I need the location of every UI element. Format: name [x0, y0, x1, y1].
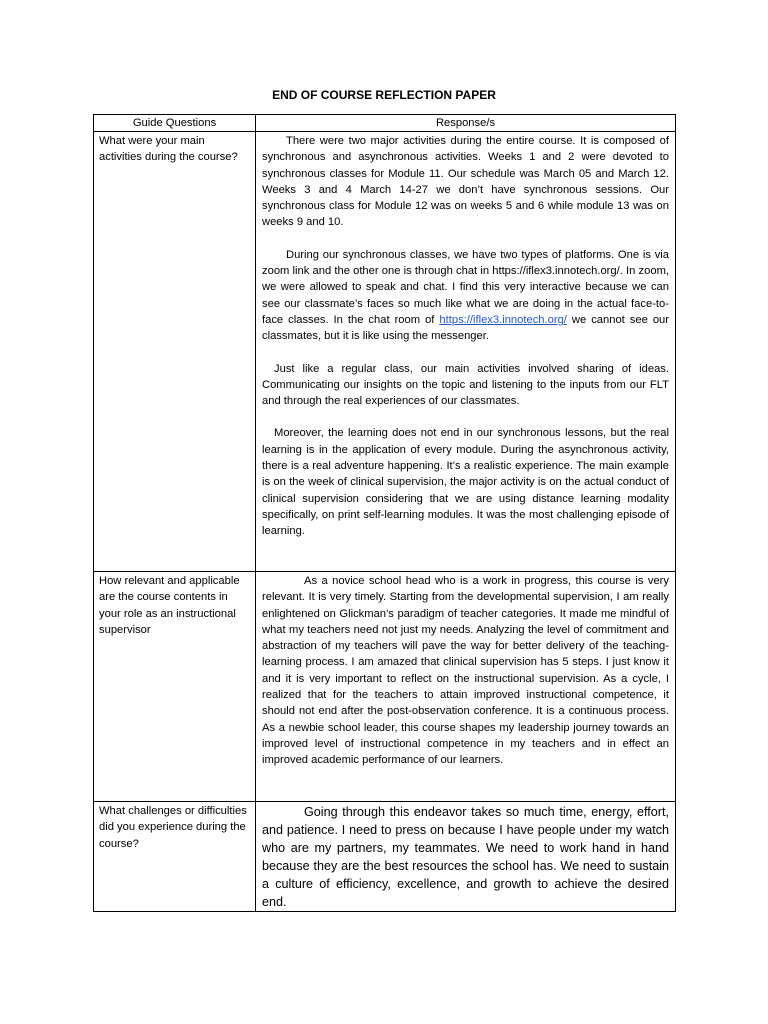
response-text: During our synchronous classes, we have two types of platforms. One is via zoom link and the other one is through chat in https://iflex3.innotech.org/. In zoom, we were allowed to speak and chat. I find this very interactive because we can see our classmate’s faces so much like what we are doing in the actual face-to-face classes. In the chat room of [262, 248, 669, 326]
response-paragraph: Moreover, the learning does not end in our synchronous lessons, but the real learning is in the application of every module. During the asynchronous activity, there is a real adventure happening. It’s a realistic experience. The main example is on the week of clinical supervision, the major activity is on the actual conduct of clinical supervision considering that we are using distance learning modality specifically, on print self-learning modules. It was the most challenging episode of learning. [262, 427, 669, 538]
question-cell: How relevant and applicable are the course contents in your role as an instructional supervisor [94, 572, 256, 802]
document-title: END OF COURSE REFLECTION PAPER [272, 88, 496, 102]
response-text: we cannot see our classmates, but it is like using the messenger. [262, 313, 669, 343]
iflex-chat-link[interactable]: https://iflex3.innotech.org/ [439, 313, 567, 326]
response-paragraph [262, 247, 669, 345]
response-paragraph: Going through this endeavor takes so much time, energy, effort, and patience. I need to press on because I have people under my watch who are my partners, my teammates. We need to work hand in hand because they are the best resources the school has. We need to sustain a culture of efficiency, excellence, and growth to achieve the desired end. [262, 805, 669, 909]
response-paragraph: There were two major activities during the entire course. It is composed of synchronous and asynchronous activities. Weeks 1 and 2 were devoted to synchronous classes for Module 11. Our schedule was March 05 and March 12. Weeks 3 and 4 March 14-27 we don’t have synchronous sessions. Our synchronous class for Module 12 was on weeks 5 and 6 while module 13 was on weeks 9 and 10. [262, 135, 669, 229]
table-header-row [94, 115, 676, 132]
header-responses: Response/s [256, 115, 676, 132]
response-cell [256, 802, 676, 912]
table-row [94, 802, 676, 912]
response-paragraph: Just like a regular class, our main activities involved sharing of ideas. Communicating our insights on the topic and listening to the inputs from our FLT and through the real experiences of our classmates. [262, 362, 669, 408]
question-cell: What challenges or difficulties did you experience during the course? [94, 802, 256, 912]
question-cell: What were your main activities during the course? [94, 132, 256, 572]
response-paragraph: As a novice school head who is a work in progress, this course is very relevant. It is very timely. Starting from the developmental supervision, I am really enlightened on Glickman’s paradigm of teacher categories. It made me mindful of what my teachers need not just my needs. Analyzing the level of commitment and abstraction of my teachers will pave the way for better delivery of the teaching-learning process. I am amazed that clinical supervision has 5 steps. I just know it and it is very important to reflect on the instructional supervision. As a cycle, I realized that for the teachers to attain improved instructional competence, it should not end after the post-observation conference. It is a continuous process. As a newbie school leader, this course shapes my leadership journey towards an improved level of instructional competence in my teachers and in effect an improved academic performance of our learners. [262, 575, 669, 767]
table-row [94, 572, 676, 802]
response-cell [256, 572, 676, 802]
response-cell [256, 132, 676, 572]
reflection-table [93, 114, 676, 912]
table-row [94, 132, 676, 572]
header-guide-questions: Guide Questions [94, 115, 256, 132]
